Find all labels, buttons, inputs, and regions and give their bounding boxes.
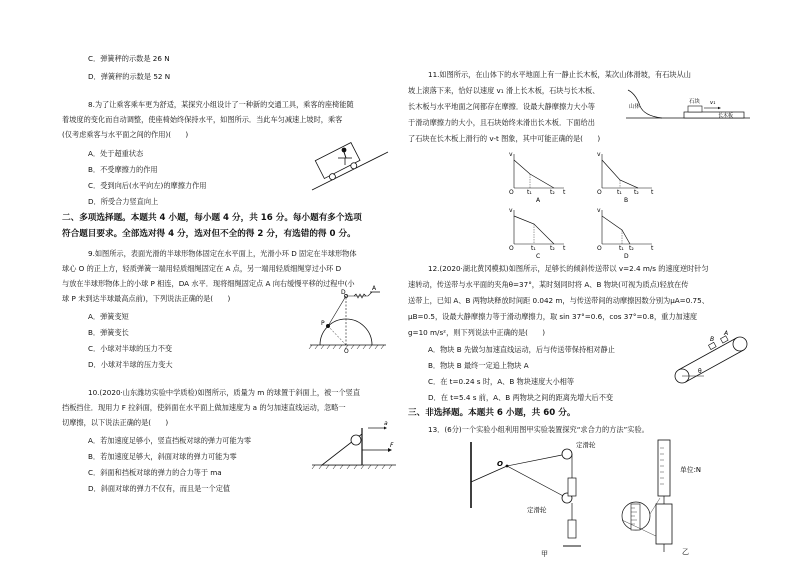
q7-option-c: C．弹簧秤的示数是 26 N (88, 54, 170, 63)
left-column (62, 0, 402, 561)
q12-option-c: C．在 t=0.24 s 时，A、B 物块速度大小相等 (428, 377, 575, 386)
q10-option-a: A．若加速度足够小，竖直挡板对球的弹力可能为零 (88, 436, 252, 445)
q13-label-yi: 乙 (682, 548, 689, 556)
q9-option-c: C．小球对半球的压力不变 (88, 344, 173, 353)
q9-label-d: D (341, 289, 346, 296)
q11-stem-line-3: 长木板与水平地面之间都存在摩擦．设最大静摩擦力大小等 (408, 102, 595, 111)
q9-stem-line-3: 与放在半球形物体上的小球 P 相连，DA 水平．现将细绳固定点 A 向右缓慢平移的过程中(小 (62, 279, 355, 288)
q10-option-d: D．斜面对球的弹力不仅有，而且是一个定值 (88, 484, 231, 493)
q8-car-figure (310, 140, 390, 192)
q8-option-c: C．受到向后(水平向左)的摩擦力作用 (88, 181, 207, 190)
q9-stem-line-4: 球 P 未到达半球最高点前)，下列说法正确的是( ) (62, 294, 231, 303)
q11-graph-c (508, 206, 568, 258)
q12-label-b: B (710, 336, 715, 343)
section2-line-2: 符合题目要求。全部选对得 4 分，选对但不全的得 2 分，有选错的得 0 分。 (62, 229, 356, 239)
q10-stem-line-1: 10.(2020·山东潍坊实验中学质检)如图所示，质量为 m 的球置于斜面上，被一个竖直 (88, 388, 361, 397)
q13-figure-jia (463, 438, 613, 556)
q13-label-pulley-top: 定滑轮 (576, 441, 596, 449)
q11-label-stone: 石块 (689, 99, 701, 105)
q8-stem-line-3: (仅考虑乘客与水平面之间的作用)( ) (62, 130, 189, 139)
q11-graph-b-axis-t: t (651, 189, 654, 196)
right-column (408, 0, 753, 561)
q13-label-o: O (497, 460, 503, 468)
q8-option-d: D．所受合力竖直向上 (88, 197, 159, 206)
q11-graph-a-origin: O (509, 189, 514, 196)
q11-graph-c-axis-t: t (563, 245, 566, 252)
q11-label-board: 长木板 (718, 113, 734, 119)
q11-label-mountain: 山体 (629, 104, 641, 110)
q11-graph-a (508, 150, 568, 202)
q8-stem-line-2: 着坡度的变化而自动调整，使座椅始终保持水平，如图所示．当此车匀减速上坡时，乘客 (62, 115, 343, 124)
q10-label-f: F (390, 442, 394, 449)
q11-graph-a-label: A (536, 197, 541, 204)
q10-option-c: C．斜面和挡板对球的弹力的合力等于 ma (88, 468, 222, 477)
q11-stem-line-2: 坡上滚落下来，恰好以速度 v₁ 滑上长木板，石块与长木板、 (408, 86, 600, 95)
q12-label-theta: θ (698, 368, 702, 375)
q11-landslide-figure (626, 86, 751, 122)
q11-graph-c-t1: t₁ (531, 245, 536, 252)
q11-graph-d-t1: t₁ (619, 245, 624, 252)
q9-option-b: B．弹簧变长 (88, 328, 129, 337)
q9-label-a: A (372, 285, 377, 292)
q11-graph-b-axis-v: v (597, 151, 601, 158)
q10-incline-figure (312, 420, 397, 470)
q11-graph-a-axis-t: t (563, 189, 566, 196)
q11-graph-c-t2: t₂ (550, 245, 555, 252)
q10-stem-line-3: 切摩擦，以下说法正确的是( ) (62, 418, 169, 427)
q9-option-a: A．弹簧变短 (88, 312, 129, 321)
q9-hemisphere-figure (310, 285, 390, 355)
q9-option-d: D．小球对半球的压力变大 (88, 360, 173, 369)
q9-label-o: O (344, 348, 349, 355)
q9-stem-line-2: 球心 O 的正上方，轻质弹簧一端用轻质细绳固定在 A 点，另一端用轻质细绳穿过小环 D (62, 264, 342, 273)
q11-graph-c-label: C (536, 253, 541, 260)
q11-graph-a-axis-v: v (509, 151, 513, 158)
q11-stem-line-4: 于滑动摩擦力的大小，且石块始终未滑出长木板．下面给出 (408, 118, 595, 127)
q11-graph-d-axis-v: v (597, 207, 601, 214)
q11-stem-line-1: 11.如图所示，在山体下的水平地面上有一静止长木板，某次山体滑坡，有石块从山 (428, 70, 691, 79)
q8-stem-line-1: 8.为了让乘客乘车更为舒适，某探究小组设计了一种新的交通工具，乘客的座椅能随 (88, 100, 354, 109)
q10-stem-line-2: 挡板挡住．现用力 F 拉斜面，使斜面在水平面上做加速度为 a 的匀加速直线运动，忽略一 (62, 403, 346, 412)
q13-label-unit: 单位:N (680, 466, 701, 474)
q13-label-jia: 甲 (541, 550, 548, 558)
q12-stem-line-3: 送带上，已知 A、B 两物块释放时间距 0.042 m，与传送带间的动摩擦因数分别为μA=0.75、 (408, 296, 709, 305)
q13-stem: 13．(6分)一个实验小组利用图甲实验装置探究“求合力的方法”实验。 (428, 425, 649, 434)
q11-graph-d-label: D (624, 253, 629, 260)
q9-label-p: P (321, 320, 325, 327)
q12-label-a: A (724, 330, 729, 337)
q9-stem-line-1: 9.如图所示，表面光滑的半球形物体固定在水平面上，光滑小环 D 固定在半球形物体 (88, 249, 357, 258)
q12-stem-line-2: 速转动，传送带与水平面的夹角θ=37°，某时刻同时将 A、B 物块(可视为质点)轻放在传 (408, 280, 689, 289)
q11-graph-b-t2: t₂ (634, 189, 639, 196)
q11-graph-a-t2: t₂ (550, 189, 555, 196)
q12-option-a: A．物块 B 先做匀加速直线运动，后与传送带保持相对静止 (428, 345, 615, 354)
q11-graph-a-t1: t₁ (527, 189, 532, 196)
q12-stem-line-4: μB=0.5，设最大静摩擦力等于滑动摩擦力，取 sin 37°=0.6，cos 37°=0.8，重力加速度 (408, 312, 698, 321)
q11-graph-d (596, 206, 656, 258)
section3-heading: 三、非选择题。本题共 6 小题，共 60 分。 (408, 408, 576, 418)
q12-conveyor-figure (670, 332, 752, 386)
q11-label-v1: v₁ (710, 100, 716, 106)
q10-label-a: a (384, 420, 388, 427)
section2-line-1: 二、多项选择题。本题共 4 小题，每小题 4 分，共 16 分。每小题有多个选项 (62, 213, 362, 223)
q11-graph-b-t1: t₁ (617, 189, 622, 196)
q11-stem-line-5: 了石块在长木板上滑行的 v-t 图象，其中可能正确的是( ) (408, 134, 601, 143)
q11-graph-d-axis-t: t (651, 245, 654, 252)
q11-graph-d-t2: t₂ (629, 245, 634, 252)
q13-label-pulley-bottom: 定滑轮 (527, 506, 547, 514)
q12-option-b: B．物块 B 最终一定追上物块 A (428, 361, 529, 370)
q11-graph-c-origin: O (509, 245, 514, 252)
q11-graph-c-axis-v: v (509, 207, 513, 214)
q13-figure-yi (616, 438, 736, 556)
q8-option-a: A．处于超重状态 (88, 149, 144, 158)
q11-graph-d-origin: O (597, 245, 602, 252)
q11-graph-b-label: B (624, 197, 629, 204)
q11-graph-b-origin: O (597, 189, 602, 196)
q8-option-b: B．不受摩擦力的作用 (88, 165, 158, 174)
q12-stem-line-1: 12.(2020·湖北黄冈模拟)如图所示，足够长的倾斜传送带以 v=2.4 m/s 的速度逆时针匀 (428, 264, 709, 273)
q12-option-d: D．在 t=5.4 s 前，A、B 两物块之间的距离先增大后不变 (428, 393, 614, 402)
q10-option-b: B．若加速度足够大，斜面对球的弹力可能为零 (88, 452, 237, 461)
q11-graph-b (596, 150, 656, 202)
q7-option-d: D．弹簧秤的示数是 52 N (88, 72, 171, 81)
q12-stem-line-5: g=10 m/s²，则下列说法中正确的是( ) (408, 328, 546, 337)
